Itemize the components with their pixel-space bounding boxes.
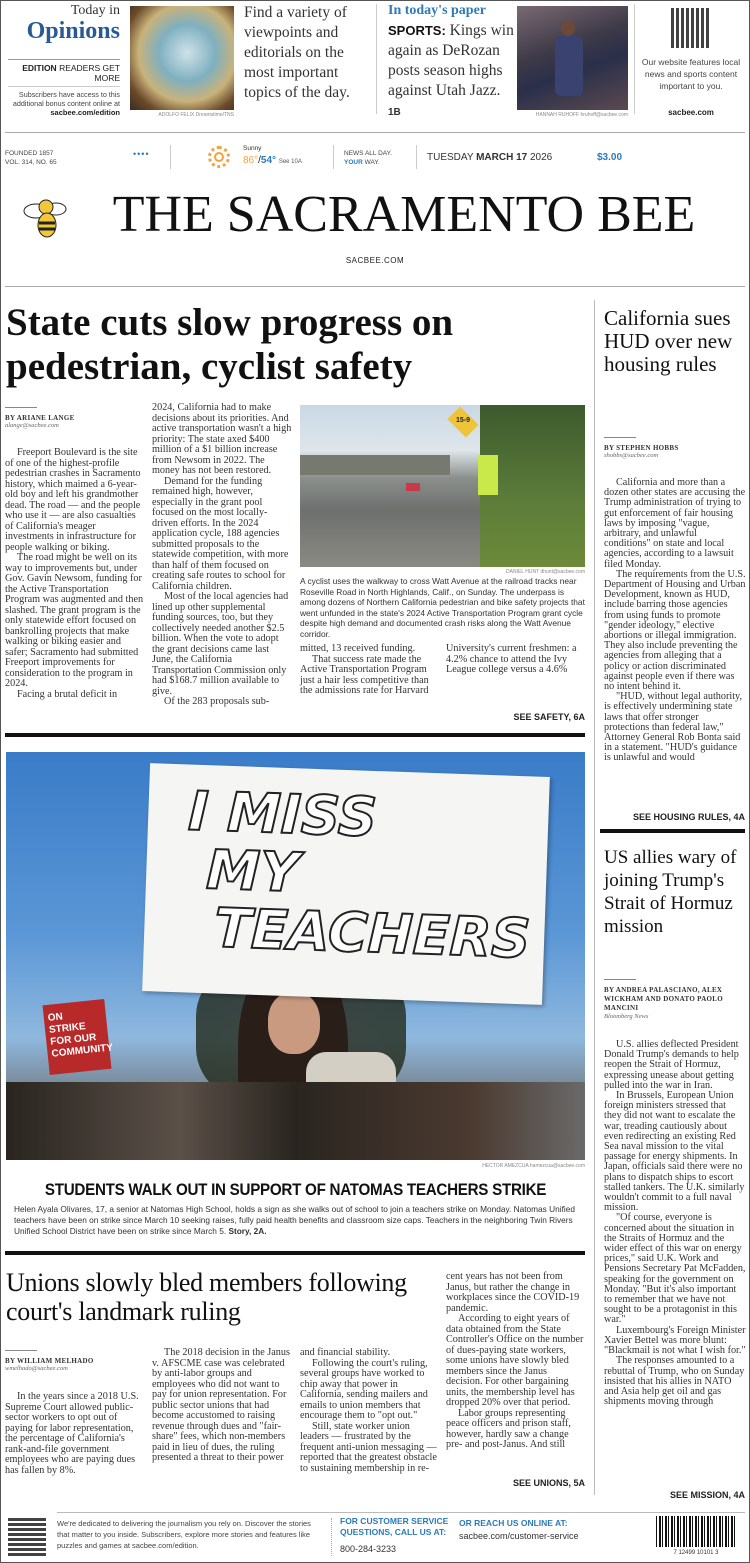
byline: BY STEPHEN HOBBS [604, 444, 679, 452]
paragraph: "Of course, everyone is concerned about the situation in the Straits of Hormuz and the wider effect of this war on energy prices," said U.K. Work and Pensions Secretary Pat McFadden, speaking for the government on Monday. "But it's also important to remember that we have not sought to be a protagonist in this war." [604, 1212, 746, 1326]
paragraph: and financial stability. [300, 1347, 391, 1358]
cyclist-photo[interactable] [300, 405, 585, 567]
sports-credit: HANNAH RUHOFF hruhoff@sacbee.com [535, 112, 628, 118]
opinions-text[interactable]: Find a variety of viewpoints and editorials on the most important topics of the day. [244, 4, 350, 101]
byline: BY ANDREA PALASCIANO, ALEX WICKHAM AND DONATO PAOLO MANCINI [604, 986, 724, 1012]
paragraph: mitted, 13 received funding. [300, 643, 416, 654]
photo-credit: HECTOR AMEZCUA hamezcua@sacbee.com [482, 1163, 585, 1169]
online-url[interactable]: sacbee.com/customer-service [459, 1531, 579, 1541]
divider [416, 145, 417, 169]
strike-sign: ON STRIKE FOR OUR COMMUNITY [43, 999, 112, 1075]
sign-line-1: I MISS [187, 779, 379, 850]
news-source: Bloomberg News [604, 1013, 649, 1020]
paragraph: U.S. allies deflected President Donald Trump's demands to help reopen the Strait of Hormuz, expressing unease about getting pulled into the war in Iran. [604, 1039, 739, 1091]
author-email[interactable]: alange@sacbee.com [5, 422, 59, 429]
founded: FOUNDED 1857 [5, 150, 54, 157]
edition-bold: EDITION [22, 63, 57, 73]
high-temp: 86° [243, 155, 259, 166]
edition-rest: READERS GET MORE [56, 63, 120, 83]
divider [376, 4, 377, 114]
story-reference[interactable]: Story, 2A. [228, 1226, 267, 1236]
see-housing-link[interactable]: SEE HOUSING RULES, 4A [632, 812, 745, 822]
opinions-title: Opinions [26, 18, 120, 44]
sign-line-2: MY [205, 838, 301, 905]
date: MARCH 17 [476, 152, 528, 163]
footer-text: We're dedicated to delivering the journalism you rely on. Discover the stories that matter to you inside. Subscribers, explore more stories and features like puzzles and games at sacbee.com/edition. [57, 1519, 311, 1550]
sports-page: 1B [388, 107, 401, 118]
globe-photo [130, 6, 234, 110]
tagline [344, 149, 392, 167]
opinions-teaser[interactable] [8, 3, 120, 117]
strike-photo[interactable] [6, 752, 585, 1160]
sports-text: Kings win again as DeRozan posts season highs against Utah Jazz. [388, 22, 514, 99]
today-paper-title: In today's paper [388, 3, 487, 18]
sports-label: SPORTS: [388, 23, 446, 38]
online-label: OR REACH US ONLINE AT: [459, 1518, 568, 1528]
website-text: Our website features local news and sports content important to you. [641, 57, 741, 91]
lead-byline-block [5, 407, 145, 429]
paragraph: Luxembourg's Foreign Minister Xavier Bettel was more blunt: "Blackmail is not what I wish for." [604, 1324, 746, 1357]
qr-code-icon[interactable] [671, 8, 709, 48]
paragraph: The requirements from the U.S. Department of Housing and Urban Development, known as HUD, include barring those agencies from using funds to promote "gender ideology," elective abortions or illegal immigration. They also include preventing the agencies from alleging that a policy or action discriminated against people even if there was no intent behind it. [604, 568, 746, 693]
unions-col-3 [300, 1348, 440, 1474]
unions-byline-block [5, 1350, 145, 1372]
tagline-1: NEWS ALL DAY. [344, 150, 392, 157]
lead-col-1 [5, 448, 145, 700]
edition-label [8, 59, 120, 83]
price: $3.00 [597, 152, 623, 163]
paragraph: Most of the local agencies had lined up other supplemental funding sources, too, but they collectively needed another $2.5 billion. When the vote to adopt the grant decisions came last June, the California Transportation Commission only had $168.7 million available to give. [152, 591, 289, 697]
paragraph: Following the court's ruling, several groups have worked to chip away that power in California, sending mailers and emails to union members that encourage them to "opt out." [300, 1357, 428, 1421]
weather-temps[interactable]: 86°/54° See 10A [243, 155, 302, 166]
road-sign-text: 15-9 [455, 417, 470, 424]
divider [333, 145, 334, 169]
section-rule [5, 733, 585, 737]
hormuz-body [604, 1040, 746, 1407]
weather-page: See 10A [278, 159, 302, 165]
author-email[interactable]: wmelhado@sacbee.com [5, 1365, 68, 1372]
unions-col-2 [152, 1348, 292, 1464]
divider [5, 132, 745, 133]
lead-headline[interactable]: State cuts slow progress on pedestrian, cyclist safety [6, 301, 454, 388]
paragraph: 2024, California had to make decisions about its priorities. And active transportation wasn't a high priority: The state axed $400 million of a $1 billion increase from Newsom in 2022. The money has not been restored. [152, 402, 292, 476]
bee-logo-icon [22, 193, 70, 241]
tagline-2: YOUR [344, 159, 363, 166]
divider [5, 286, 745, 287]
paragraph: Freeport Boulevard is the site of one of the highest-profile pedestrian crashes in Sacramento history, which maimed a 6-year-old boy and left his grandmother dead. The road — and the people who use it — are also casualties of California's meager investments in infrastructure for people walking or biking. [5, 447, 141, 553]
opinions-kicker: Today in [70, 3, 120, 18]
hormuz-headline[interactable]: US allies wary of joining Trump's Strait of Hormuz mission [604, 847, 737, 937]
paragraph: Facing a brutal deficit in [17, 688, 118, 700]
caption-text: Helen Ayala Olivares, 17, a senior at Natomas High School, holds a sign as she walks out of school to join a teachers strike on Monday. Natomas Unified teachers have been on strike since March 10 seeking raises, fully paid health benefits and classroom size caps. Teachers in the neighboring Twin Rivers Unified School District have been on strike since March 5. [14, 1204, 575, 1236]
unions-col-1 [5, 1392, 145, 1476]
basketball-photo [517, 6, 628, 110]
founded-info [5, 149, 57, 167]
paragraph: cent years has not been from Janus, but rather the change in workplaces since the COVID-19 pandemic. [446, 1271, 580, 1314]
photo-caption: A cyclist uses the walkway to cross Watt Avenue at the railroad tracks near Roseville Road in North Highlands, Calif., on Sunday. The underpass is among dozens of Northern California pedestrian and bike safety projects that went unfunded in the state's 2024 Active Transportation Program grant cycle despite high demand and documented crash risks along the Watt Avenue corridor. [300, 576, 585, 639]
hud-headline[interactable]: California sues HUD over new housing rules [604, 306, 733, 376]
section-rule [5, 1251, 585, 1255]
today-paper-teaser[interactable] [388, 3, 514, 123]
low-temp: 54° [260, 155, 277, 166]
tagline-3: WAY. [362, 159, 380, 166]
issue-date [427, 152, 552, 163]
paragraph: "HUD, without legal authority, is effectively undermining state laws that offer stronger protections than federal law," Attorney General Rob Bonta said in a statement. "HUD's guidance is unlawful and would [604, 691, 743, 764]
hud-body [604, 478, 746, 764]
unions-headline[interactable]: Unions slowly bled members following court's landmark ruling [6, 1268, 407, 1326]
section-rule [600, 829, 745, 833]
dots: •••• [133, 149, 150, 159]
globe-credit: ADOLFO FELIX Dreamstime/TNS [158, 112, 234, 118]
year: 2026 [527, 152, 553, 163]
paragraph: Demand for the funding remained high, however, especially in the grant pool focused on the most locally-driven efforts. In the 2024 application cycle, 188 agencies submitted proposals to the statewide competition, with more than half of them focused on creating safe routes to school for California children. [152, 475, 289, 592]
paragraph: California and more than a dozen other states are accusing the Trump administration of trying to gut enforcement of fair housing laws by imposing "vague, arbitrary, and unlawful conditions" on state and local agencies, according to a lawsuit filed Monday. [604, 477, 746, 570]
service-label: FOR CUSTOMER SERVICE QUESTIONS, CALL US AT: [340, 1516, 449, 1537]
barcode-number: 7 12499 10101 3 [652, 1549, 740, 1557]
edition-text: Subscribers have access to this additional bonus content online at [8, 86, 120, 108]
photo-caption [14, 1204, 584, 1237]
column-divider [594, 300, 595, 1495]
divider [331, 1518, 332, 1556]
paragraph: In Brussels, European Union foreign ministers stressed that they did not want to escalate the war, treading cautiously about even redirecting an existing Red Sea naval mission to the vital passage for energy shipments. In Japan, officials said there were no plans to dispatch ships to escort stalled tankers. The U.K. similarly wouldn't commit to a full naval mission. [604, 1090, 745, 1214]
paragraph: The road might be well on its way to improvements but, under Gov. Gavin Newsom, funding for the Active Transportation Program was augmented and then slashed. The grant program is the only statewide effort focused on bankrolling projects that make walking or biking easier and safer; Sacramento had submitted Freeport improvements for consideration to the program in 2024. [5, 552, 144, 689]
see-safety-link[interactable]: SEE SAFETY, 6A [513, 712, 585, 722]
weather-condition: Sunny [243, 145, 262, 152]
divider [170, 145, 171, 169]
photo-headline[interactable]: STUDENTS WALK OUT IN SUPPORT OF NATOMAS TEACHERS STRIKE [44, 1181, 547, 1199]
masthead-url[interactable]: SACBEE.COM [345, 256, 405, 265]
paragraph: That success rate made the Active Transportation Program just a hair less competitive than the admissions rate for Harvard [300, 653, 429, 696]
masthead-title: THE SACRAMENTO BEE [112, 186, 696, 243]
byline: BY ARIANE LANGE [5, 414, 75, 422]
barcode-icon [656, 1516, 736, 1547]
website-link[interactable]: sacbee.com [668, 108, 714, 117]
paragraph: Still, state worker union leaders — frustrated by the frequent anti-union messaging — reported that the greatest obstacle to sustaining membership in re- [300, 1420, 437, 1474]
service-phone[interactable]: 800-284-3233 [340, 1544, 397, 1554]
unions-col-4 [446, 1272, 586, 1451]
paragraph: The 2018 decision in the Janus v. AFSCME case was celebrated by anti-labor groups and employees who did not want to pay for union representation. For public sector unions that had become accustomed to raising revenue through dues and "fair-share" fees, which non-members paid in lieu of dues, the ruling presented a threat to their power [152, 1347, 290, 1463]
sign-line-3: TEACHERS [213, 896, 532, 971]
paragraph: The responses amounted to a rebuttal of Trump, who on Sunday insisted that his allies in NATO and Asia help get oil and gas shipments moving through [604, 1355, 745, 1408]
see-mission-link[interactable]: SEE MISSION, 4A [604, 1490, 745, 1500]
paragraph: Of the 283 proposals sub- [164, 696, 270, 707]
hormuz-byline-block [604, 979, 744, 1020]
protest-sign [142, 763, 550, 1005]
byline: BY WILLIAM MELHADO [5, 1357, 94, 1365]
edition-link[interactable]: sacbee.com/edition [50, 108, 120, 117]
sun-icon [208, 146, 230, 168]
divider [57, 1512, 745, 1513]
lead-col-4 [446, 644, 586, 676]
qr-code-icon[interactable] [8, 1516, 46, 1556]
hud-byline-block [604, 437, 744, 459]
sports-teaser [388, 21, 514, 123]
paragraph: Labor groups representing peace officers and prison staff, however, hardly saw a change pre- and post-Janus. And still [446, 1407, 571, 1450]
day: TUESDAY [427, 152, 477, 163]
lead-col-3 [300, 644, 438, 697]
lead-col-2 [152, 403, 292, 708]
divider [634, 4, 635, 114]
author-email[interactable]: shobbs@sacbee.com [604, 452, 659, 459]
paragraph: In the years since a 2018 U.S. Supreme Court allowed public-sector workers to opt out of paying for labor representation, the percentage of California's rank-and-file government employees who are paying dues has fallen by 8%. [5, 1391, 139, 1476]
photo-credit: DANIEL HUNT dhunt@sacbee.com [506, 569, 585, 575]
volume: VOL. 314, NO. 65 [5, 159, 57, 166]
paragraph: University's current freshmen: a 4.2% chance to attend the Ivy League college versus a 4.6% [446, 643, 577, 675]
see-unions-link[interactable]: SEE UNIONS, 5A [512, 1478, 585, 1488]
paragraph: According to eight years of data obtained from the State Controller's Office on the number of dues-paying state workers, some unions have slowly bled members since the Janus decision. For other bargaining units, the membership level has dropped 20% over that period. [446, 1313, 584, 1408]
